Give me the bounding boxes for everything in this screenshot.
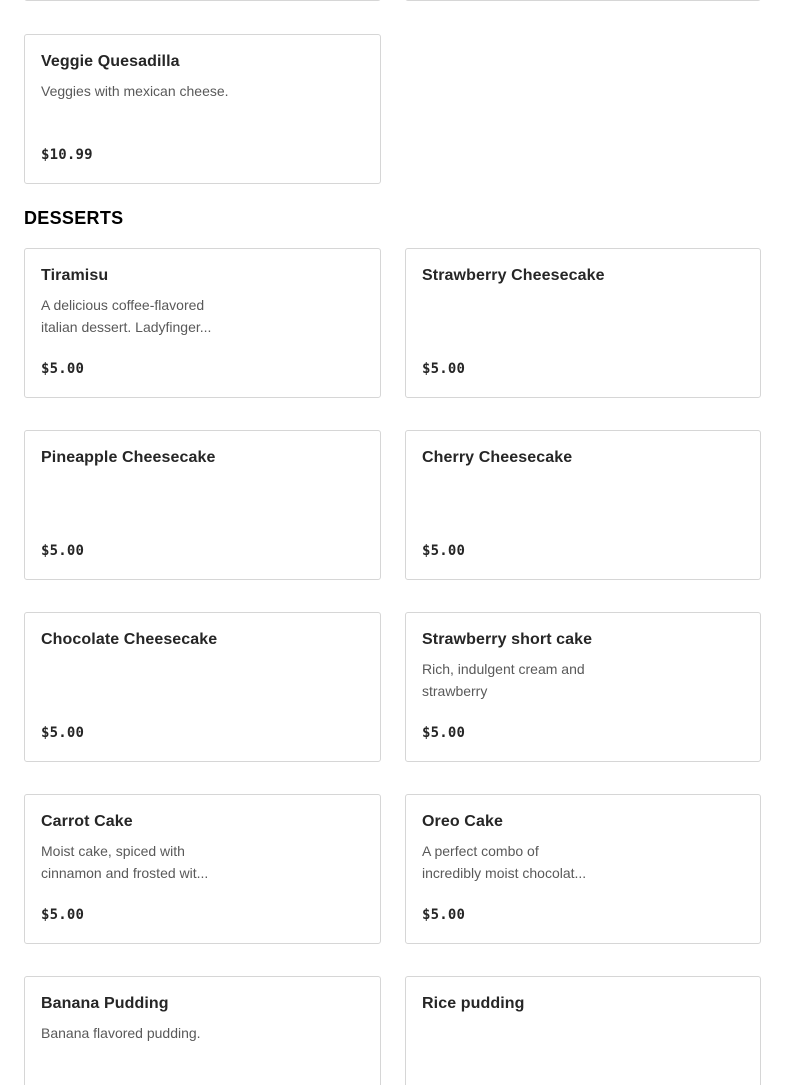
menu-item-card-carrot-cake[interactable] xyxy=(24,794,381,944)
menu-item-description-line: A delicious coffee-flavored xyxy=(41,297,205,313)
menu-item-price: $5.00 xyxy=(41,907,85,923)
menu-item-description-line: italian dessert. Ladyfinger... xyxy=(41,319,212,335)
menu-item-name: Strawberry short cake xyxy=(422,631,593,648)
menu-item-price: $5.00 xyxy=(422,543,466,559)
menu-item-name: Chocolate Cheesecake xyxy=(41,631,218,648)
menu-item-description xyxy=(41,80,236,102)
menu-item-name: Oreo Cake xyxy=(422,813,503,830)
menu-item-card-strawberry-cheesecake[interactable] xyxy=(405,248,761,398)
menu-item-price: $5.00 xyxy=(41,543,85,559)
menu-item-card-rice-pudding[interactable] xyxy=(405,976,761,1085)
menu-item-card-strawberry-short-cake[interactable] xyxy=(405,612,761,762)
previous-menu-item-card[interactable] xyxy=(24,0,381,1)
menu-item-name: Veggie Quesadilla xyxy=(41,53,180,70)
menu-item-description-line: incredibly moist chocolat... xyxy=(422,865,587,881)
menu-item-description xyxy=(41,294,236,338)
menu-item-description xyxy=(422,840,617,884)
menu-item-description-line: Banana flavored pudding. xyxy=(41,1025,201,1041)
menu-item-description-line: strawberry xyxy=(422,683,488,699)
menu-item-description xyxy=(41,1022,236,1044)
menu-item-name: Strawberry Cheesecake xyxy=(422,267,605,284)
menu-item-description-line: Rich, indulgent cream and xyxy=(422,661,585,677)
menu-item-card-chocolate-cheesecake[interactable] xyxy=(24,612,381,762)
menu-item-name: Banana Pudding xyxy=(41,995,169,1012)
menu-item-card-tiramisu[interactable] xyxy=(24,248,381,398)
menu-item-card-veggie-quesadilla[interactable] xyxy=(24,34,381,184)
menu-item-card-cherry-cheesecake[interactable] xyxy=(405,430,761,580)
menu-item-price: $10.99 xyxy=(41,147,93,163)
menu-item-price: $5.00 xyxy=(422,361,466,377)
menu-item-description-line: A perfect combo of xyxy=(422,843,539,859)
menu-item-card-pineapple-cheesecake[interactable] xyxy=(24,430,381,580)
menu-item-price: $5.00 xyxy=(41,725,85,741)
menu-item-description xyxy=(422,658,617,702)
menu-item-card-oreo-cake[interactable] xyxy=(405,794,761,944)
menu-item-price: $5.00 xyxy=(422,907,466,923)
menu-item-name: Pineapple Cheesecake xyxy=(41,449,216,466)
menu-item-description-line: Moist cake, spiced with xyxy=(41,843,185,859)
menu-item-description xyxy=(41,840,236,884)
menu-item-card-banana-pudding[interactable] xyxy=(24,976,381,1085)
menu-item-description-line: cinnamon and frosted wit... xyxy=(41,865,209,881)
menu-item-name: Rice pudding xyxy=(422,995,525,1012)
section-title-desserts: DESSERTS xyxy=(24,208,124,228)
menu-item-name: Cherry Cheesecake xyxy=(422,449,573,466)
menu-item-price: $5.00 xyxy=(422,725,466,741)
menu-item-price: $5.00 xyxy=(41,361,85,377)
menu-item-description-line: Veggies with mexican cheese. xyxy=(41,83,229,99)
menu-item-name: Carrot Cake xyxy=(41,813,133,830)
previous-menu-item-card[interactable] xyxy=(405,0,761,1)
menu-item-name: Tiramisu xyxy=(41,267,109,284)
